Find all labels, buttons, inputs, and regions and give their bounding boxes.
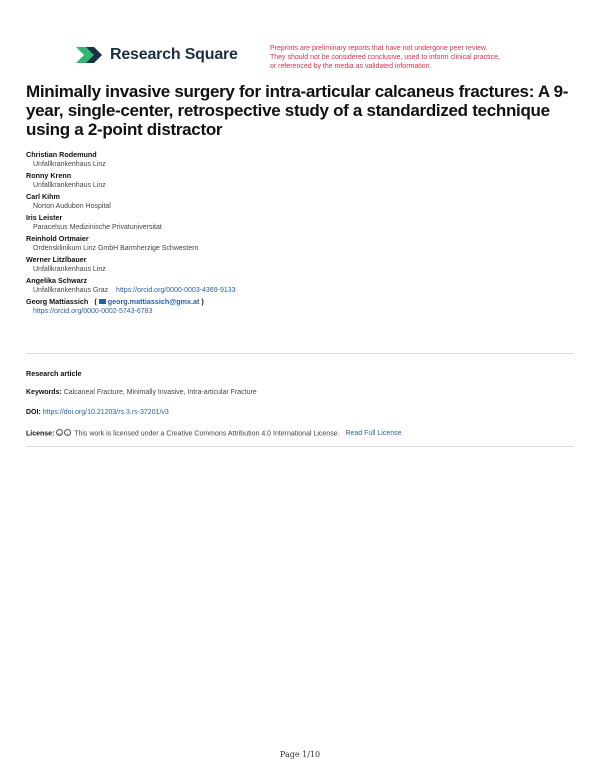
author-entry bbox=[26, 276, 566, 296]
license-label: License: bbox=[26, 430, 55, 438]
author-list bbox=[26, 150, 566, 318]
license-text: This work is licensed under a Creative Commons Attribution 4.0 International License. bbox=[74, 430, 340, 438]
brand-name bbox=[110, 46, 238, 64]
orcid-link[interactable]: https://orcid.org/0000-0002-5743-6783 bbox=[33, 308, 153, 315]
read-full-license-link[interactable]: Read Full License bbox=[345, 430, 402, 438]
corresponding-author-name: Georg Mattiassich bbox=[26, 297, 89, 306]
paper-title: Minimally invasive surgery for intra-articular calcaneus fractures: A 9-year, single-center, retrospective study of a standardized technique using a 2-point distractor bbox=[26, 82, 569, 139]
brand-name-research: Research bbox=[110, 46, 181, 63]
author-orcid-row bbox=[26, 307, 566, 317]
author-entry bbox=[26, 213, 566, 233]
license-row bbox=[26, 430, 402, 437]
email-link[interactable]: georg.mattiassich@gmx.at bbox=[107, 297, 200, 306]
disclaimer-line: They should not be considered conclusive, used to inform clinical practice, bbox=[270, 54, 500, 61]
author-entry bbox=[26, 150, 566, 170]
attribution-icon: i bbox=[64, 429, 71, 436]
author-affiliation: Unfallkrankenhaus Linz bbox=[33, 266, 106, 273]
author-name: Reinhold Ortmaier bbox=[26, 234, 89, 243]
keywords-row bbox=[26, 389, 257, 396]
author-entry bbox=[26, 192, 566, 212]
author-affiliation: Norton Audubon Hospital bbox=[33, 203, 111, 210]
article-type: Research article bbox=[26, 369, 82, 378]
author-name: Christian Rodemund bbox=[26, 150, 97, 159]
author-entry bbox=[26, 171, 566, 191]
close-paren: ) bbox=[201, 297, 204, 306]
brand-name-square: Square bbox=[184, 46, 238, 63]
orcid-link[interactable]: https://orcid.org/0000-0003-4369-9133 bbox=[116, 287, 236, 294]
author-entry bbox=[26, 255, 566, 275]
email-wrapper bbox=[94, 297, 204, 306]
doi-label: DOI: bbox=[26, 409, 41, 416]
doi-row bbox=[26, 409, 169, 416]
keywords-value: Calcaneal Fracture, Minimally Invasive, Intra-articular Fracture bbox=[63, 389, 257, 396]
author-name: Angelika Schwarz bbox=[26, 276, 88, 285]
doi-link[interactable]: https://doi.org/10.21203/rs.3.rs-37201/v3 bbox=[42, 409, 169, 416]
author-affiliation: Ordensklinikum Linz GmbH Barmherzige Schwestern bbox=[33, 245, 199, 252]
preprint-disclaimer bbox=[270, 44, 570, 71]
author-entry bbox=[26, 234, 566, 254]
author-name: Carl Kihm bbox=[26, 192, 60, 201]
creative-commons-icon: cc bbox=[57, 431, 62, 436]
envelope-icon bbox=[99, 299, 106, 304]
research-square-logo-icon bbox=[74, 44, 104, 66]
corresponding-author-entry bbox=[26, 297, 566, 317]
section-divider bbox=[26, 353, 574, 354]
author-affiliation: Unfallkrankenhaus Linz bbox=[33, 161, 106, 168]
open-paren: ( bbox=[94, 297, 97, 306]
author-affiliation: Paracelsus Medizinische Privatuniversitat bbox=[33, 224, 162, 231]
author-name: Iris Leister bbox=[26, 213, 63, 222]
author-affiliation-text: Unfallkrankenhaus Graz bbox=[33, 287, 109, 294]
keywords-label: Keywords: bbox=[26, 389, 62, 396]
author-name: Ronny Krenn bbox=[26, 171, 72, 180]
author-affiliation: Unfallkrankenhaus Linz bbox=[33, 182, 106, 189]
disclaimer-line: Preprints are preliminary reports that have not undergone peer review. bbox=[270, 45, 488, 52]
page-number: Page 1/10 bbox=[279, 750, 321, 759]
author-name bbox=[26, 297, 566, 307]
author-affiliation bbox=[26, 286, 566, 296]
author-name: Werner Litzlbauer bbox=[26, 255, 87, 264]
section-divider bbox=[26, 446, 574, 447]
disclaimer-line: or referenced by the media as validated information. bbox=[270, 63, 432, 70]
research-square-logo[interactable] bbox=[74, 44, 238, 66]
